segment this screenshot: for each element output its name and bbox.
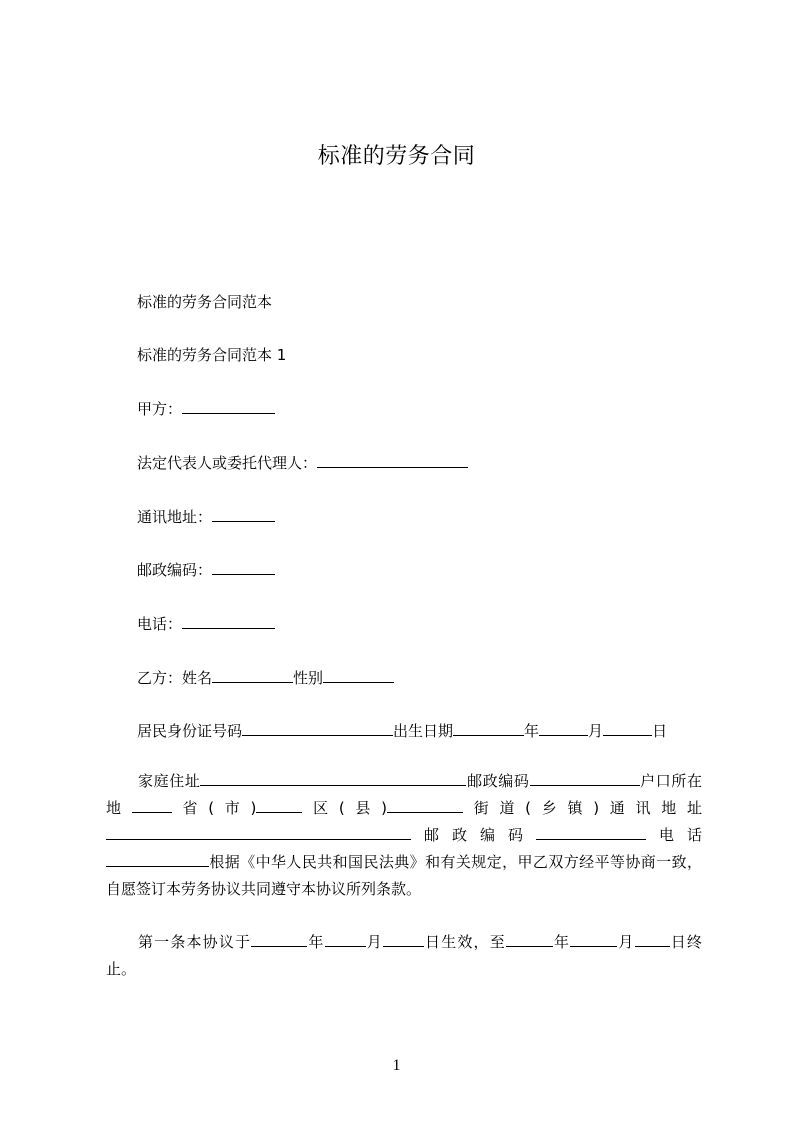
party-a-blank[interactable]	[182, 398, 275, 414]
birth-month-blank[interactable]	[539, 720, 588, 736]
start-day-blank[interactable]	[383, 931, 424, 947]
province-label: 省(市)	[171, 799, 257, 817]
end-month-label: 月	[617, 933, 635, 951]
start-year-label: 年	[307, 933, 325, 951]
representative-line	[137, 452, 468, 474]
start-month-label: 月	[365, 933, 383, 951]
party-b-line	[137, 667, 394, 689]
postcode-label: 邮政编码：	[137, 561, 213, 579]
phone-label: 电话：	[137, 615, 183, 633]
street-label: 街道(乡镇)通讯地址	[462, 799, 702, 817]
mailing-postcode-blank[interactable]	[536, 824, 646, 840]
province-blank[interactable]	[132, 797, 172, 813]
party-b-name-label: 乙方：姓名	[137, 669, 213, 687]
representative-blank[interactable]	[317, 452, 468, 468]
representative-label: 法定代表人或委托代理人：	[137, 454, 318, 472]
id-number-blank[interactable]	[242, 720, 393, 736]
postcode-line	[137, 559, 275, 581]
legal-basis-text: 根据《中华人民共和国民法典》和有关规定，甲乙双方经平等协商一致，自愿签订本劳务协议共同遵守本协议所列条款。	[106, 853, 702, 898]
page-number: 1	[392, 1057, 401, 1074]
party-b-name-blank[interactable]	[212, 667, 293, 683]
address-blank[interactable]	[212, 506, 275, 522]
contact-phone-label: 电话	[645, 826, 702, 844]
postcode-blank[interactable]	[212, 559, 275, 575]
phone-line	[137, 613, 275, 635]
contract-template-heading: 标准的劳务合同范本 1	[137, 346, 287, 364]
street-blank[interactable]	[387, 797, 463, 813]
contact-phone-blank[interactable]	[106, 851, 209, 867]
end-day-blank[interactable]	[635, 931, 670, 947]
phone-blank[interactable]	[182, 613, 275, 629]
start-month-blank[interactable]	[325, 931, 366, 947]
birth-date-label: 出生日期	[393, 722, 454, 740]
mailing-postcode-label: 邮政编码	[411, 826, 536, 844]
party-a-label: 甲方：	[137, 400, 183, 418]
end-year-label: 年	[552, 933, 571, 951]
start-year-blank[interactable]	[251, 931, 307, 947]
party-b-gender-blank[interactable]	[323, 667, 394, 683]
termination-label: 日终止。	[106, 933, 702, 978]
article-one-paragraph	[106, 929, 702, 983]
address-line	[137, 506, 275, 528]
home-postcode-label: 邮政编码	[466, 772, 530, 790]
contract-subtitle: 标准的劳务合同范本	[137, 293, 273, 311]
district-label: 区(县)	[302, 799, 387, 817]
birth-day-blank[interactable]	[603, 720, 652, 736]
address-label: 通讯地址：	[137, 508, 213, 526]
end-month-blank[interactable]	[570, 931, 617, 947]
birth-year-blank[interactable]	[453, 720, 524, 736]
household-label: 户口所在地	[106, 772, 702, 817]
id-number-label: 居民身份证号码	[137, 722, 243, 740]
article-one-start: 第一条本协议于	[138, 933, 252, 951]
document-title: 标准的劳务合同	[317, 144, 476, 169]
address-paragraph	[106, 768, 702, 903]
effective-label: 日生效，至	[423, 933, 506, 951]
end-year-blank[interactable]	[506, 931, 553, 947]
home-address-blank[interactable]	[200, 770, 466, 786]
year-label: 年	[524, 722, 540, 740]
month-label: 月	[588, 722, 604, 740]
district-blank[interactable]	[256, 797, 302, 813]
id-birth-line	[137, 720, 667, 742]
party-b-gender-label: 性别	[293, 669, 324, 687]
home-postcode-blank[interactable]	[530, 770, 640, 786]
mailing-address-blank[interactable]	[106, 824, 411, 840]
day-label: 日	[652, 722, 668, 740]
party-a-line	[137, 398, 275, 420]
home-address-label: 家庭住址	[138, 772, 201, 790]
